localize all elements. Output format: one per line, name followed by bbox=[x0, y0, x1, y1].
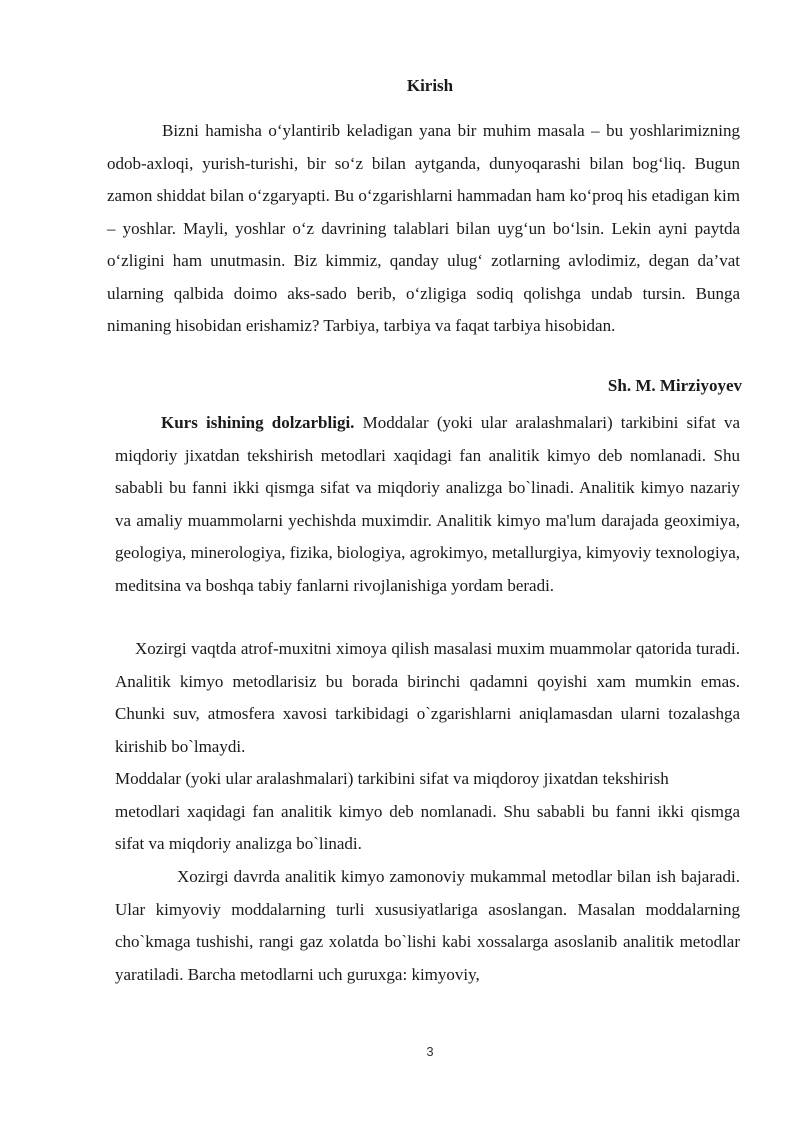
definition-first-line: Moddalar (yoki ular aralashmalari) tarkibini sifat va miqdoroy jixatdan tekshirish bbox=[115, 769, 669, 788]
methods-paragraph: Xozirgi davrda analitik kimyo zamonoviy mukammal metodlar bilan ish bajaradi. Ular kimyoviy moddalarning turli xususiyatlariga asoslangan. Masalan moddalarning cho`kmaga tushishi, rangi gaz xolatda bo`lishi kabi xossalarga asoslanib analitik metodlar yaratiladi. Barcha metodlarni uch guruxga: kimyoviy, bbox=[115, 867, 740, 984]
definition-rest: metodlari xaqidagi fan analitik kimyo deb nomlanadi. Shu sababli bu fanni ikki qismga sifat va miqdoriy analizga bo`linadi. bbox=[115, 801, 740, 853]
environment-paragraph: Xozirgi vaqtda atrof-muxitni ximoya qilish masalasi muxim muammolar qatorida turadi. Analitik kimyo metodlarisiz bu borada birinchi qadamni qoyishi xam mumkin emas. Chunki suv, atmosfera xavosi tarkibidagi o`zgarishlarni aniqlamasdan ularni tozalashga kirishib bo`lmaydi. bbox=[115, 639, 740, 756]
epigraph-paragraph: Bizni hamisha o‘ylantirib keladigan yana bir muhim masala – bu yoshlarimizning odob-axloqi, yurish-turishi, bir so‘z bilan aytganda, dunyoqarashi bilan bog‘liq. Bugun zamon shiddat bilan o‘zgaryapti. Bu o‘zgarishlarni hammadan ham ko‘proq his etadigan kim – yoshlar. Mayli, yoshlar o‘z davrining talablari bilan uyg‘un bo‘lsin. Lekin ayni paytda o‘zligini ham unutmasin. Biz kimmiz, qanday ulug‘ zotlarning avlodimiz, degan da’vat ularning qalbida doimo aks-sado berib, o‘zligiga sodiq qolishga undab tursin. Bunga nimaning hisobidan erishamiz? Tarbiya, tarbiya va faqat tarbiya hisobidan. bbox=[107, 121, 740, 335]
section-title: Kirish bbox=[406, 76, 454, 95]
relevance-paragraph bbox=[115, 407, 740, 602]
epigraph-author: Sh. M. Mirziyoyev bbox=[607, 376, 742, 395]
relevance-text: Moddalar (yoki ular aralashmalari) tarkibini sifat va miqdoriy jixatdan tekshirish metodlari xaqidagi fan analitik kimyo deb nomlanadi. Shu sababli bu fanni ikki qismga sifat va miqdoriy analizga bo`linadi. Analitik kimyo nazariy va amaliy muammolarni yechishda muximdir. Analitik kimyo ma'lum darajada geoximiya, geologiya, minerologiya, fizika, biologiya, agrokimyo, metallurgiya, kimyoviy texnologiya, meditsina va boshqa tabiy fanlarni rivojlanishiga yordam beradi. bbox=[115, 413, 740, 595]
definition-paragraph bbox=[115, 763, 740, 861]
page-number: 3 bbox=[426, 1044, 434, 1059]
relevance-heading: Kurs ishining dolzarbligi. bbox=[161, 413, 355, 432]
